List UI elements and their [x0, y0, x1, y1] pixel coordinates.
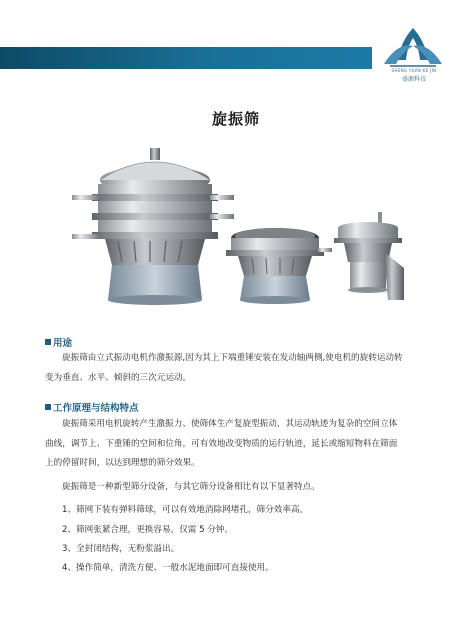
small-sieve-photo — [334, 212, 404, 300]
logo-mark-icon — [376, 24, 450, 70]
large-sieve-photo — [72, 148, 234, 305]
principle-line: 旋振筛采用电机旋转产生激振力、使筛体生产复旋型振动，其运动轨迹为复杂的空间立体 — [62, 419, 398, 429]
principle-paragraph — [45, 415, 440, 474]
section-heading-principle-label: 工作原理与结构特点 — [53, 403, 139, 414]
page-title: 旋振筛 — [211, 110, 260, 128]
section-marker-icon — [45, 404, 51, 410]
principle-intro: 旋振筛是一种新型筛分设备，与其它筛分设备相比有以下显著特点。 — [62, 482, 320, 492]
feature-item: 3、全封闭结构，无粉浆溢出。 — [62, 544, 180, 554]
principle-line: 上的停留时间，以达到理想的筛分效果。 — [45, 458, 200, 468]
purpose-paragraph — [45, 349, 440, 388]
medium-sieve-photo — [226, 228, 332, 304]
purpose-line: 旋振筛由立式振动电机作激振源,因为其上下端重锤安装在发动轴两侧,使电机的旋转运动转 — [62, 353, 403, 363]
feature-item: 4、操作简单，清洗方便、一般水泥地面即可直接使用。 — [62, 563, 274, 573]
header-bar — [0, 47, 372, 69]
section-heading-purpose — [45, 335, 72, 349]
principle-line: 曲线，调节上、下重锤的空间和位角，可有效地改变物质的运行轨迹，延长或缩短物料在筛面 — [45, 438, 398, 449]
feature-item: 2、筛网张紧合理，更换容易，仅需 5 分钟。 — [62, 525, 234, 535]
purpose-line: 变为垂直、水平、倾斜的三次元运动。 — [45, 372, 192, 383]
section-marker-icon — [45, 339, 51, 345]
brand-name-cn: 盛源科技 — [401, 76, 426, 83]
brand-name-en: SHENG YUAN KE JIN — [391, 68, 437, 73]
feature-item: 1、筛网下装有弹料筛球，可以有效地消除网堵孔，筛分效率高。 — [62, 505, 309, 515]
section-heading-principle — [45, 400, 139, 414]
product-photos — [0, 140, 472, 310]
section-heading-purpose-label: 用途 — [53, 338, 73, 349]
